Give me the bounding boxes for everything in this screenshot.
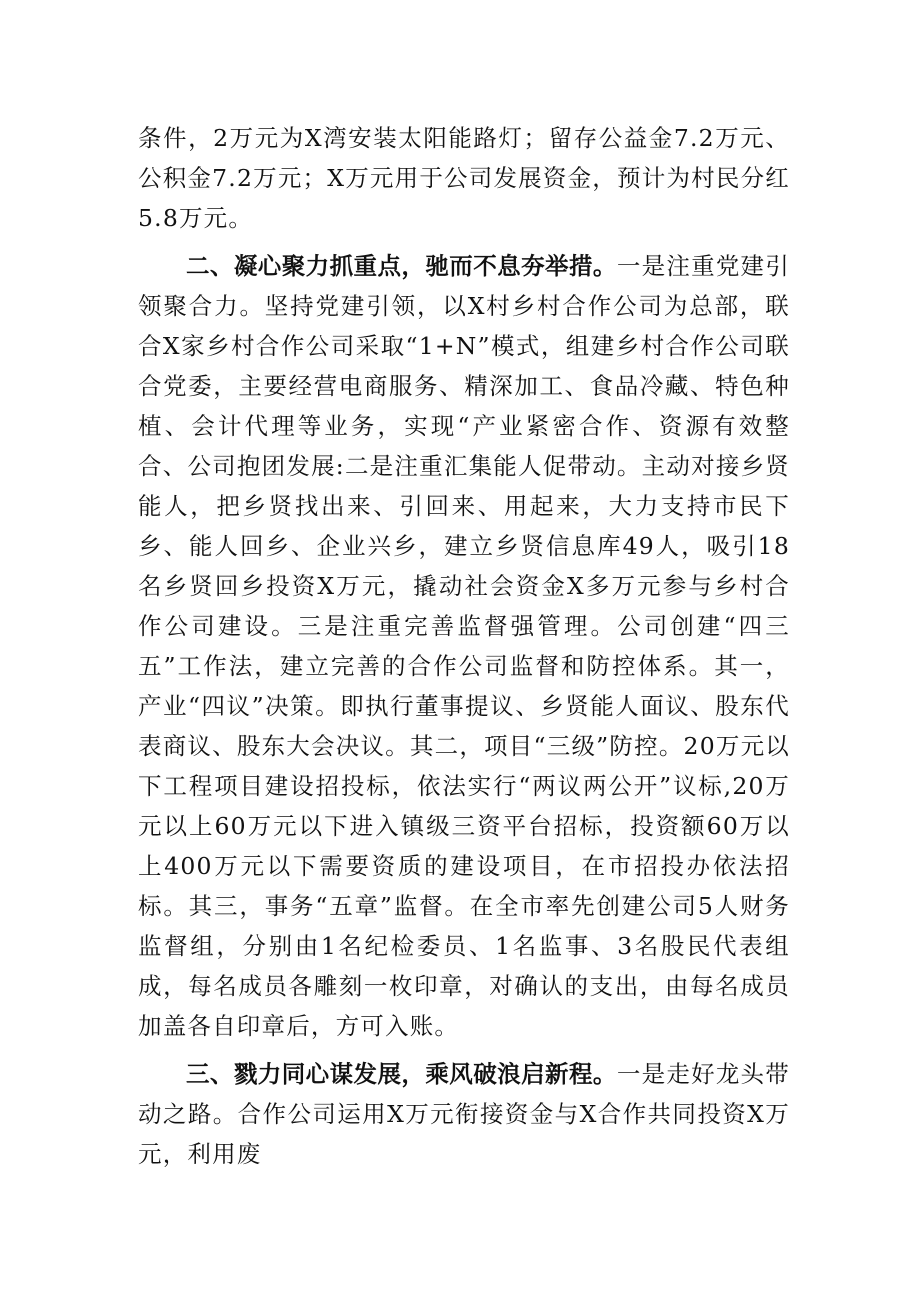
paragraph-2 — [138, 246, 790, 1046]
paragraph-1-text: 条件，2万元为X湾安装太阳能路灯；留存公益金7.2万元、公积金7.2万元；X万元用于公司发展资金，预计为村民分红5.8万元。 — [138, 124, 790, 232]
section-3-heading: 三、戮力同心谋发展，乘风破浪启新程。 — [186, 1060, 617, 1088]
paragraph-1 — [138, 118, 790, 238]
section-2-heading: 二、凝心聚力抓重点，驰而不息夯举措。 — [186, 252, 617, 280]
document-body — [138, 118, 790, 1182]
paragraph-3-text: 一是走好龙头带动之路。合作公司运用X万元衔接资金与X合作共同投资X万元，利用废 — [138, 1060, 790, 1168]
paragraph-3 — [138, 1054, 790, 1174]
paragraph-2-text: 一是注重党建引领聚合力。坚持党建引领，以X村乡村合作公司为总部，联合X家乡村合作公司采取“1+N”模式，组建乡村合作公司联合党委，主要经营电商服务、精深加工、食品冷藏、特色种植、会计代理等业务，实现“产业紧密合作、资源有效整合、公司抱团发展:二是注重汇集能人促带动。主动对接乡贤能人，把乡贤找出来、引回来、用起来，大力支持市民下乡、能人回乡、企业兴乡，建立乡贤信息库49人，吸引18名乡贤回乡投资X万元，撬动社会资金X多万元参与乡村合作公司建设。三是注重完善监督强管理。公司创建“四三五”工作法，建立完善的合作公司监督和防控体系。其一，产业“四议”决策。即执行董事提议、乡贤能人面议、股东代表商议、股东大会决议。其二，项目“三级”防控。20万元以下工程项目建设招投标，依法实行“两议两公开”议标,20万元以上60万元以下进入镇级三资平台招标，投资额60万以上400万元以下需要资质的建设项目，在市招投办依法招标。其三，事务“五章”监督。在全市率先创建公司5人财务监督组，分别由1名纪检委员、1名监事、3名股民代表组成，每名成员各雕刻一枚印章，对确认的支出，由每名成员加盖各自印章后，方可入账。 — [138, 252, 790, 1040]
